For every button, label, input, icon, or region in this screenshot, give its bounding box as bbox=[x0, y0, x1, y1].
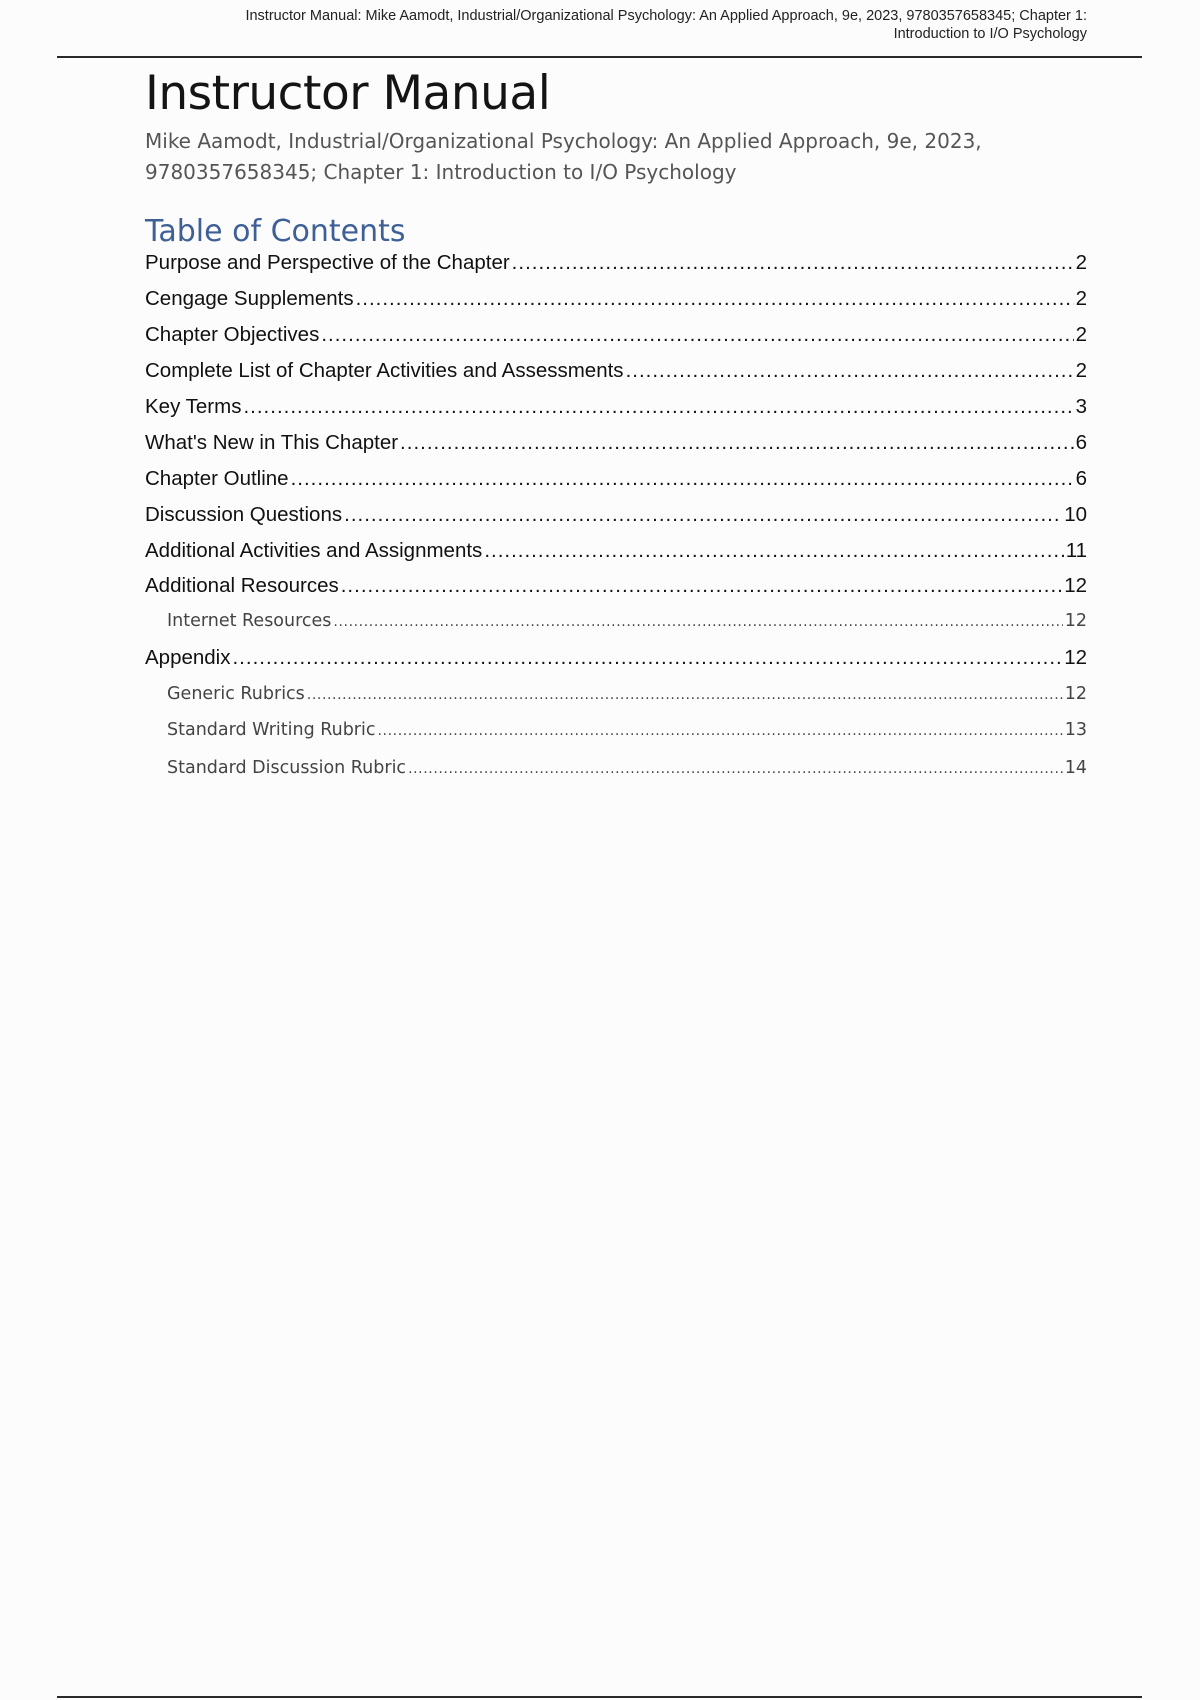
toc-entry-label: Standard Writing Rubric bbox=[167, 720, 376, 740]
toc-entry-page: 2 bbox=[1075, 359, 1087, 382]
document-subtitle-line-2: 9780357658345; Chapter 1: Introduction to I/O Psychology bbox=[145, 160, 737, 184]
toc-dot-leader bbox=[400, 431, 1074, 455]
toc-entry-additional-activities[interactable] bbox=[145, 539, 1087, 569]
toc-dot-leader bbox=[626, 359, 1074, 383]
toc-entry-key-terms[interactable] bbox=[145, 395, 1087, 425]
toc-entry-label: Standard Discussion Rubric bbox=[167, 758, 407, 778]
toc-entry-label: Additional Activities and Assignments bbox=[145, 539, 483, 562]
toc-entry-label: Discussion Questions bbox=[145, 503, 343, 526]
document-subtitle-line-1: Mike Aamodt, Industrial/Organizational Psychology: An Applied Approach, 9e, 2023, bbox=[145, 129, 982, 153]
toc-dot-leader bbox=[307, 687, 1063, 703]
toc-entry-label: Key Terms bbox=[145, 395, 242, 418]
toc-entry-page: 10 bbox=[1064, 503, 1087, 526]
toc-entry-generic-rubrics[interactable] bbox=[167, 684, 1087, 714]
toc-dot-leader bbox=[356, 287, 1074, 311]
toc-entry-standard-discussion-rubric[interactable] bbox=[167, 758, 1087, 788]
toc-dot-leader bbox=[243, 395, 1073, 419]
toc-entry-label: Chapter Outline bbox=[145, 467, 289, 490]
toc-entry-additional-resources[interactable] bbox=[145, 574, 1087, 604]
running-header-line-2: Introduction to I/O Psychology bbox=[893, 26, 1087, 42]
toc-entry-page: 6 bbox=[1075, 431, 1087, 454]
toc-entry-page: 11 bbox=[1065, 539, 1087, 562]
toc-entry-label: Purpose and Perspective of the Chapter bbox=[145, 251, 510, 274]
toc-dot-leader bbox=[512, 251, 1074, 275]
toc-dot-leader bbox=[484, 539, 1063, 563]
toc-entry-page: 12 bbox=[1064, 684, 1087, 704]
toc-entry-internet-resources[interactable] bbox=[167, 611, 1087, 641]
toc-entry-page: 2 bbox=[1075, 287, 1087, 310]
toc-entry-page: 3 bbox=[1075, 395, 1087, 418]
toc-entry-page: 2 bbox=[1075, 251, 1087, 274]
toc-entry-label: Appendix bbox=[145, 646, 231, 669]
toc-dot-leader bbox=[291, 467, 1074, 491]
toc-entry-page: 12 bbox=[1064, 574, 1087, 597]
toc-dot-leader bbox=[408, 761, 1063, 777]
toc-entry-page: 13 bbox=[1064, 720, 1087, 740]
toc-entry-label: Internet Resources bbox=[167, 611, 332, 631]
toc-entry-page: 12 bbox=[1064, 646, 1087, 669]
toc-entry-label: Complete List of Chapter Activities and Assessments bbox=[145, 359, 624, 382]
toc-dot-leader bbox=[344, 503, 1062, 527]
toc-entry-activities-and-assessments[interactable] bbox=[145, 359, 1087, 389]
running-header bbox=[140, 7, 1087, 43]
toc-entry-chapter-outline[interactable] bbox=[145, 467, 1087, 497]
toc-entry-discussion-questions[interactable] bbox=[145, 503, 1087, 533]
toc-entry-page: 12 bbox=[1064, 611, 1087, 631]
toc-entry-page: 6 bbox=[1075, 467, 1087, 490]
running-header-line-1: Instructor Manual: Mike Aamodt, Industrial/Organizational Psychology: An Applied Approach, 9e, 2023, 9780357658345; Chapter 1: bbox=[245, 8, 1087, 24]
toc-entry-page: 2 bbox=[1075, 323, 1087, 346]
toc-dot-leader bbox=[232, 646, 1062, 670]
toc-dot-leader bbox=[333, 614, 1062, 630]
document-title: Instructor Manual bbox=[145, 66, 551, 121]
toc-dot-leader bbox=[378, 723, 1063, 739]
header-rule bbox=[57, 56, 1142, 58]
toc-entry-whats-new[interactable] bbox=[145, 431, 1087, 461]
footer-rule bbox=[57, 1696, 1142, 1698]
toc-heading: Table of Contents bbox=[145, 214, 406, 249]
toc-entry-label: Chapter Objectives bbox=[145, 323, 320, 346]
toc-entry-standard-writing-rubric[interactable] bbox=[167, 720, 1087, 750]
toc-dot-leader bbox=[341, 574, 1062, 598]
toc-entry-cengage-supplements[interactable] bbox=[145, 287, 1087, 317]
document-subtitle bbox=[145, 126, 1045, 188]
toc-entry-appendix[interactable] bbox=[145, 646, 1087, 676]
toc-entry-page: 14 bbox=[1064, 758, 1087, 778]
toc-entry-label: Additional Resources bbox=[145, 574, 339, 597]
toc-entry-label: What's New in This Chapter bbox=[145, 431, 399, 454]
toc-entry-purpose-and-perspective[interactable] bbox=[145, 251, 1087, 281]
toc-entry-label: Generic Rubrics bbox=[167, 684, 305, 704]
toc-entry-label: Cengage Supplements bbox=[145, 287, 354, 310]
toc-dot-leader bbox=[321, 323, 1073, 347]
toc-entry-chapter-objectives[interactable] bbox=[145, 323, 1087, 353]
